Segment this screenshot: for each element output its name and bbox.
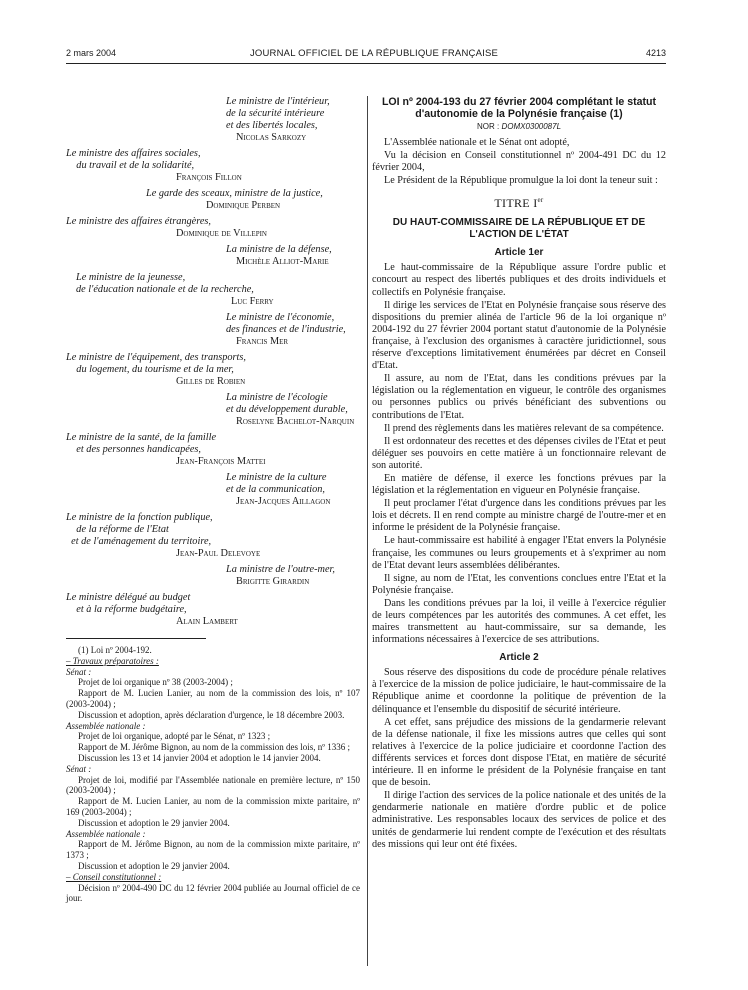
minister-name: Dominique de Villepin [176,228,267,239]
chapter-heading: DU HAUT-COMMISSAIRE DE LA RÉPUBLIQUE ET DE L'ACTION DE L'ÉTAT [392,217,646,241]
footnote-entry: Rapport de M. Jérôme Bignon, au nom de la commission des lois, nº 1336 ; [78,742,351,753]
minister-title-line: et à la réforme budgétaire, [66,604,187,615]
intro-paragraph: Le Président de la République promulgue la loi dont la teneur suit : [384,175,658,187]
minister-name: Michèle Alliot-Marie [236,256,329,267]
footnote-entry: Rapport de M. Jérôme Bignon, au nom de la commission mixte paritaire, nº 1373 ; [66,839,360,861]
right-column [372,96,666,852]
nor-reference [372,122,666,131]
law-intro [372,137,666,187]
minister-name: Jean-Jacques Aillagon [236,496,331,507]
minister-title-line: et des libertés locales, [226,120,318,131]
footnote-entry: Discussion et adoption le 29 janvier 2004. [78,860,230,871]
minister-title-line: Le ministre de la fonction publique, [66,512,213,523]
minister-title-line: Le ministre de la santé, de la famille [66,432,217,443]
minister-title-line: du logement, du tourisme et de la mer, [66,364,234,375]
footnote-entry: Projet de loi organique, adopté par le Sénat, nº 1323 ; [78,731,271,742]
titre-label: TITRE I [494,196,538,211]
minister-name: Jean-Paul Delevoye [176,548,261,559]
minister-signature [66,564,360,588]
law-title: LOI nº 2004-193 du 27 février 2004 complétant le statut d'autonomie de la Polynésie française (1) [381,96,657,120]
article-paragraph: A cet effet, sans préjudice des missions de la gendarmerie relevant de la défense nationale, il fixe les missions autres que celles qui sont relatives à l'exercice de la police judiciaire et coordonne l'action des différents services et forces dont dispose l'Etat, en matière de sécurité intérieure. Il en informe le président de la Polynésie française en tant que de besoin. [372,716,666,789]
minister-name: Roselyne Bachelot-Narquin [236,416,355,427]
minister-title-line: Le ministre de la culture [226,472,327,483]
minister-signature [66,352,360,388]
minister-title-line: La ministre de l'outre-mer, [226,564,335,575]
minister-name: Nicolas Sarkozy [236,132,307,143]
minister-name: Gilles de Robien [176,376,246,387]
nor-code: DOMX0300087L [501,122,562,131]
minister-signature [66,188,360,212]
minister-signature [66,432,360,468]
minister-title-line: du travail et de la solidarité, [66,160,195,171]
minister-title-line: de la sécurité intérieure [226,108,325,119]
minister-signature [66,244,360,268]
minister-title-line: La ministre de la défense, [226,244,332,255]
minister-title-line: Le ministre des affaires sociales, [66,148,201,159]
header-page-number: 4213 [645,48,666,58]
column-divider [367,96,368,966]
article-paragraph: Sous réserve des dispositions du code de procédure pénale relatives à l'exercice de la mission de police judiciaire, le haut-commissaire de la République anime et coordonne la politique de prévention de la délinquance et l'ensemble du dispositif de sécurité intérieure. [372,667,666,715]
footnote-entry: Rapport de M. Lucien Lanier, au nom de la commission mixte paritaire, nº 169 (2003-2004) ; [66,796,360,817]
article-paragraph: Il assure, au nom de l'Etat, dans les conditions prévues par la législation ou la réglementation en vigueur, le contrôle des organismes ou personnes publics ou privés bénéficiant des subventions ou contributions de l'Etat. [372,373,666,421]
article-paragraph: Il peut proclamer l'état d'urgence dans les conditions prévues par les lois et décrets. Il en rend compte au ministre chargé de l'outre-mer et en informe le président de la Polynésie française. [372,498,666,534]
minister-signature [66,148,360,184]
footnote-ref: (1) Loi nº 2004-192. [78,645,152,655]
footnote-entry: Discussion les 13 et 14 janvier 2004 et adoption le 14 janvier 2004. [78,752,321,763]
minister-name: François Fillon [176,172,242,183]
minister-name: Alain Lambert [176,616,238,627]
minister-signature [66,216,360,240]
header-date: 2 mars 2004 [66,48,117,58]
footnote-lines [66,667,360,872]
minister-title-line: Le ministre des affaires étrangères, [66,216,212,227]
minister-signature [66,96,360,144]
article-heading: Article 2 [499,652,539,664]
minister-title-line: Le ministre de l'équipement, des transports, [66,352,246,363]
minister-name: Luc Ferry [231,296,274,307]
footnote-travaux: – Travaux préparatoires : [66,655,159,666]
minister-title-line: et de l'aménagement du territoire, [66,536,212,547]
article-paragraph: Il dirige les services de l'Etat en Polynésie française sous réserve des dispositions du premier alinéa de l'article 96 de la loi organique nº 2004-192 du 27 février 2004 portant statut d'autonomie de la Polynésie française, à l'exclusion des organismes à caractère juridictionnel, sous réserve d'exceptions limitativement énumérées par décret en Conseil d'Etat. [372,299,666,372]
minister-signature [66,472,360,508]
intro-paragraph: Vu la décision en Conseil constitutionnel nº 2004-491 DC du 12 février 2004, [372,150,666,174]
footnote-entry: Projet de loi organique nº 38 (2003-2004) ; [78,677,233,688]
minister-title-line: La ministre de l'écologie [226,392,328,403]
minister-signature [66,272,360,308]
footnote [66,645,360,904]
article-heading: Article 1er [494,247,544,259]
header-journal: JOURNAL OFFICIEL DE LA RÉPUBLIQUE FRANÇAISE [249,48,499,59]
minister-signature [66,312,360,348]
titre-heading [372,196,666,211]
footnote-section: Assemblée nationale : [66,720,146,731]
header-rule [66,63,666,64]
nor-label: NOR : [476,122,500,131]
minister-title-line: et des personnes handicapées, [66,444,201,455]
intro-paragraph: L'Assemblée nationale et le Sénat ont adopté, [384,137,570,148]
article-paragraph: Il prend des règlements dans les matières relevant de sa compétence. [384,422,664,434]
footnote-conseil: – Conseil constitutionnel : [66,871,162,882]
minister-signature [66,592,360,628]
footnote-entry: Discussion et adoption, après déclaration d'urgence, le 18 décembre 2003. [78,709,345,720]
minister-signature [66,512,360,560]
footnote-separator [66,638,206,639]
minister-title-line: Le ministre de l'économie, [226,312,335,323]
titre-sup: er [537,196,544,205]
minister-title-line: de la réforme de l'Etat [66,524,169,535]
minister-name: Brigitte Girardin [236,576,310,587]
left-column [66,96,360,904]
minister-title-line: des finances et de l'industrie, [226,324,346,335]
minister-name: Jean-François Mattei [176,456,266,467]
footnote-section: Sénat : [66,763,92,774]
article-paragraph: Il dirige l'action des services de la police nationale et des unités de la gendarmerie nationale en matière d'ordre public et de police administrative. Les responsables locaux des services de police et des unités de gendarmerie lui rendent compte de l'exécution et des résultats des missions qui leur ont été fixées. [372,790,666,850]
article-paragraph: Il signe, au nom de l'Etat, les conventions conclues entre l'Etat et la Polynésie française. [372,572,666,596]
footnote-decision: Décision nº 2004-490 DC du 12 février 2004 publiée au Journal officiel de ce jour. [66,882,360,904]
article-paragraph: Il est ordonnateur des recettes et des dépenses civiles de l'Etat et peut déléguer ses pouvoirs en cette matière à un fonctionnaire relevant de son autorité. [372,435,666,471]
minister-title-line: Le garde des sceaux, ministre de la justice, [146,188,323,199]
footnote-entry: Projet de loi, modifié par l'Assemblée nationale en première lecture, nº 150 (2003-2004) ; [66,774,360,796]
article-paragraph: En matière de défense, il exerce les fonctions prévues par la législation et la réglementation en vigueur en Polynésie française. [372,472,666,497]
footnote-section: Assemblée nationale : [66,828,146,839]
minister-title-line: Le ministre de l'intérieur, [226,96,330,107]
minister-title-line: et de la communication, [226,484,325,495]
article-paragraph: Le haut-commissaire est habilité à engager l'Etat envers la Polynésie française, les communes ou leurs groupements et à s'exprimer au nom de l'Etat devant leurs assemblées délibérantes. [372,535,666,571]
footnote-entry: Discussion et adoption le 29 janvier 2004. [78,817,230,828]
article-paragraph: Le haut-commissaire de la République assure l'ordre public et concourt au respect des libertés publiques et des droits individuels et collectifs en Polynésie française. [372,262,666,298]
minister-title-line: Le ministre de la jeunesse, [76,272,186,283]
minister-name: Francis Mer [236,336,289,347]
minister-name: Dominique Perben [206,200,281,211]
footnote-entry: Rapport de M. Lucien Lanier, au nom de la commission des lois, nº 107 (2003-2004) ; [66,688,360,709]
articles [372,247,666,850]
article-paragraph: Dans les conditions prévues par la loi, il veille à l'exercice régulier de leurs compétences par les autorités des communes. A cet effet, les maires transmettent au haut-commissaire, sur sa demande, les informations nécessaires à l'exercice de ses attributions. [372,597,666,646]
minister-signature [66,392,360,428]
minister-title-line: de l'éducation nationale et de la recherche, [76,284,254,295]
footnote-section: Sénat : [66,666,92,677]
signatories [66,96,360,628]
minister-title-line: Le ministre délégué au budget [66,592,191,603]
minister-title-line: et du développement durable, [226,404,348,415]
